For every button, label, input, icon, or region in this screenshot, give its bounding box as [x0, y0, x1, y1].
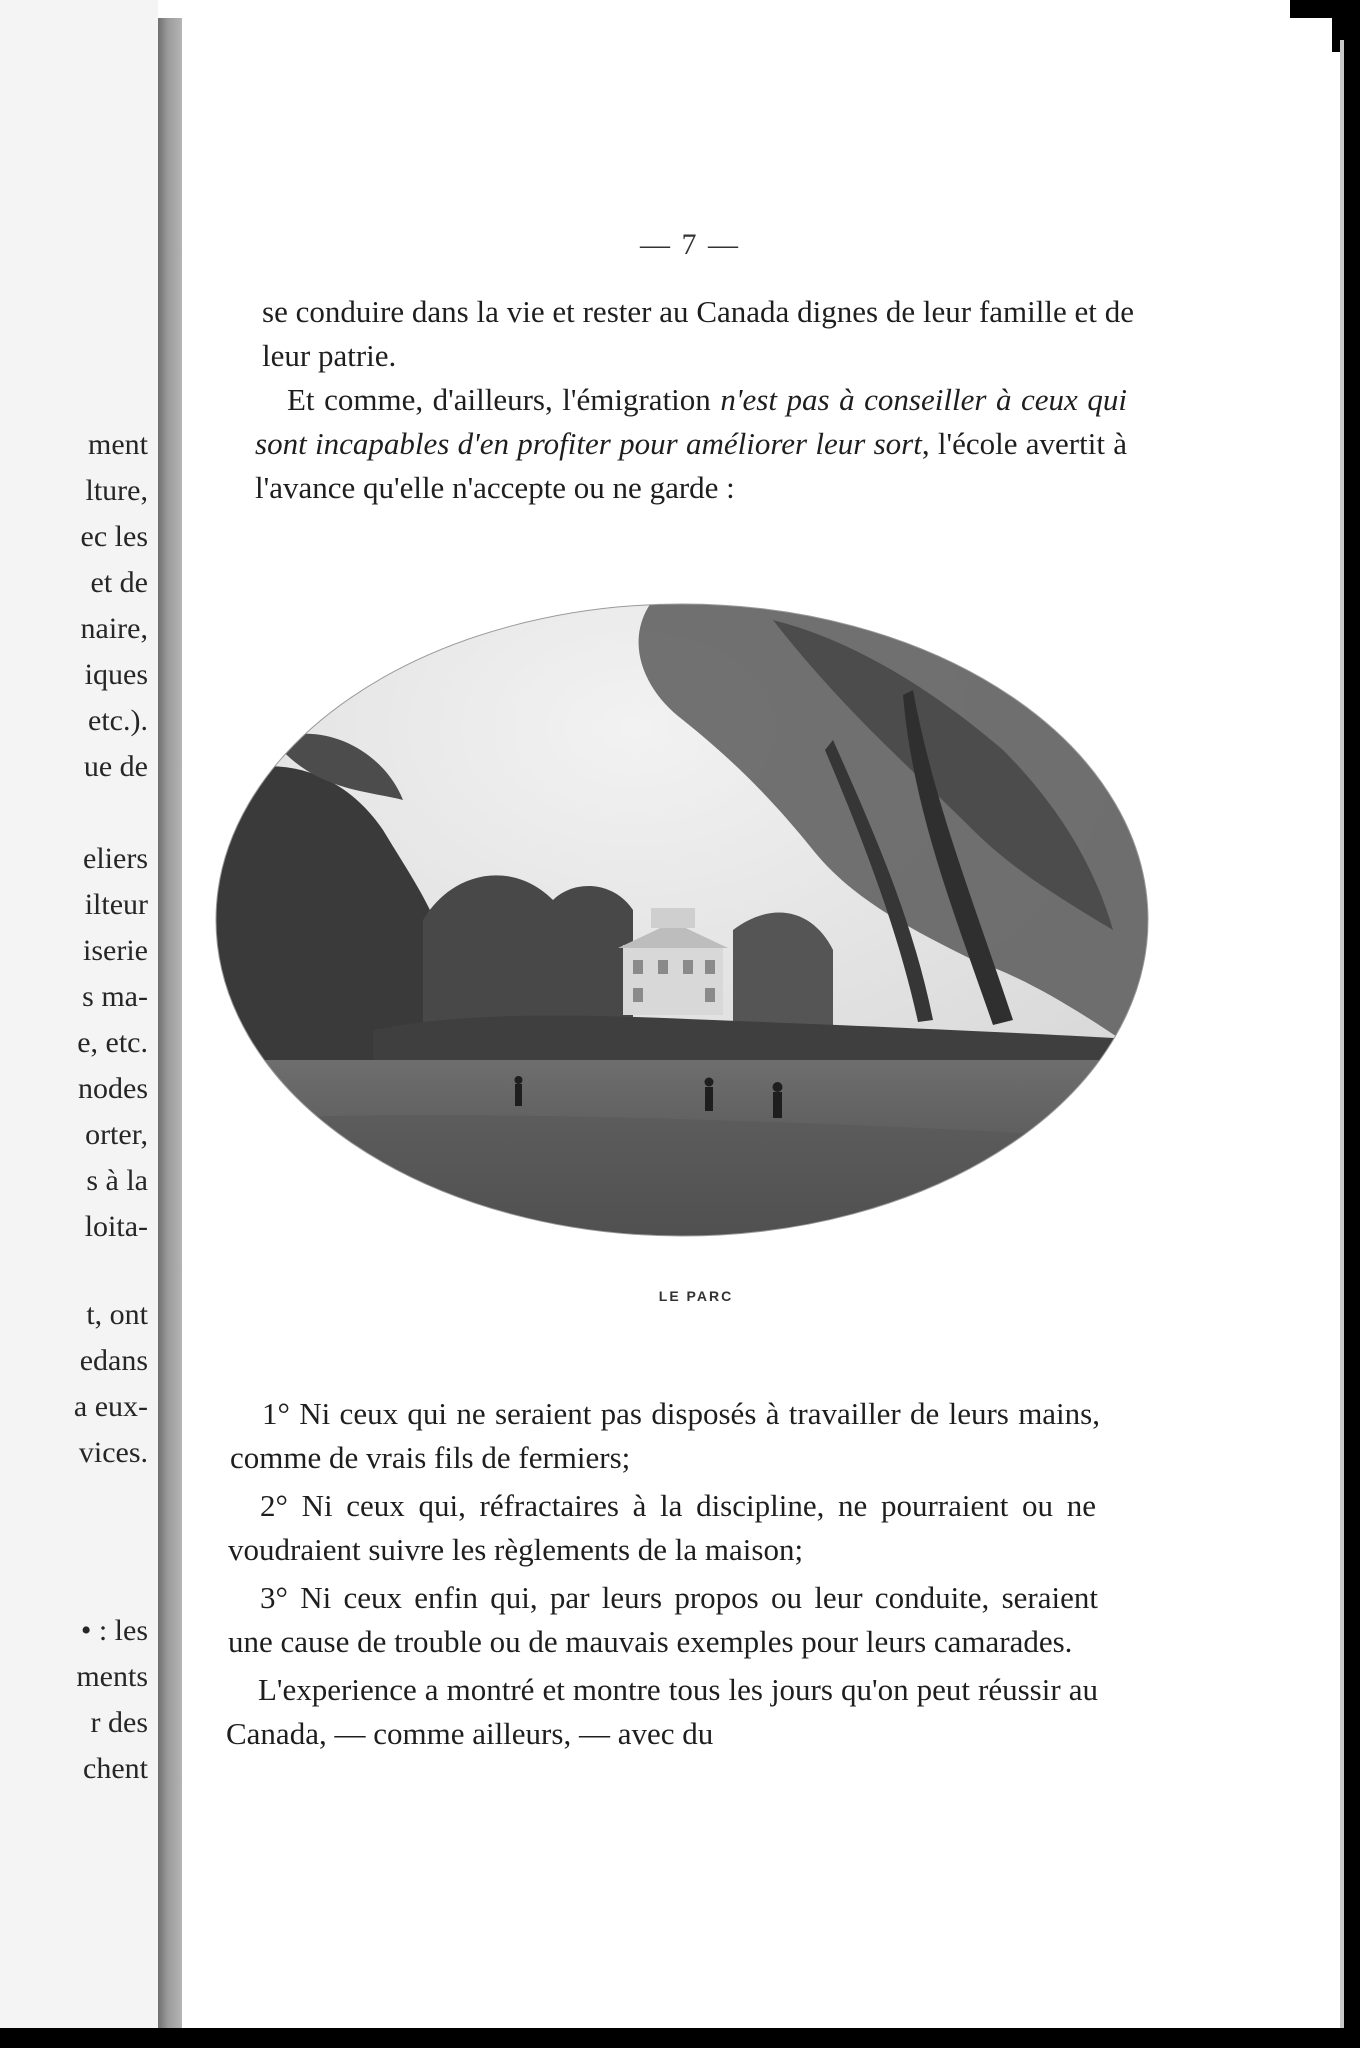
paragraph-emigration-end: , l'école avertit à l'avance qu'elle n'accepte ou ne garde : [255, 426, 1127, 505]
previous-page-text-fragment: a eux- [73, 1390, 148, 1423]
previous-page-text-fragment: s à la [86, 1164, 148, 1197]
previous-page-text-fragment: ment [88, 428, 148, 461]
previous-page-text-fragment: loita- [84, 1210, 148, 1243]
previous-page-text-fragment: et de [90, 566, 148, 599]
photo-caption: LE PARC [658, 1288, 734, 1304]
previous-page-text-fragment: edans [79, 1344, 148, 1377]
previous-page-text-fragment: lture, [85, 474, 148, 507]
book-gutter [158, 18, 182, 2028]
scan-border-bottom [0, 2028, 1360, 2048]
previous-page-text-fragment: eliers [83, 842, 148, 875]
paragraph-emigration-start: Et comme, d'ailleurs, l'émigration [287, 382, 721, 417]
list-item-2: 2° Ni ceux qui, réfractaires à la discipline, ne pourraient ou ne voudraient suivre les règlements de la maison; [228, 1488, 1096, 1567]
previous-page-text-fragment: etc.). [88, 704, 148, 737]
page-number: — 7 — [640, 228, 740, 261]
paragraph-experience: L'experience a montré et montre tous les jours qu'on peut réussir au Canada, — comme ailleurs, — avec du [226, 1672, 1098, 1751]
paragraph-emigration [255, 378, 1127, 510]
list-item-1: 1° Ni ceux qui ne seraient pas disposés à travailler de leurs mains, comme de vrais fils de fermiers; [230, 1396, 1100, 1475]
previous-page-text-fragment: • : les [80, 1614, 148, 1647]
previous-page-text-fragment: orter, [85, 1118, 148, 1151]
previous-page-text-fragment: iques [84, 658, 148, 691]
park-photograph [213, 600, 1151, 1240]
paragraph-emigration-italic: n'est pas à conseiller à ceux qui sont incapables d'en profiter pour améliorer leur sort [255, 382, 1127, 461]
previous-page-text-fragment: r des [90, 1706, 148, 1739]
previous-page-text-fragment: ec les [80, 520, 148, 553]
scan-border-right [1344, 0, 1360, 2048]
previous-page-text-fragment: ilteur [84, 888, 148, 921]
previous-page-text-fragment: t, ont [86, 1298, 148, 1331]
previous-page-text-fragment: nodes [78, 1072, 148, 1105]
paragraph-continuation: se conduire dans la vie et rester au Canada dignes de leur famille et de leur patrie. [262, 294, 1134, 373]
previous-page-text-fragment: ments [76, 1660, 148, 1693]
previous-page-edge [0, 0, 158, 2028]
previous-page-text-fragment: ue de [83, 750, 148, 783]
previous-page-text-fragment: chent [83, 1752, 148, 1785]
previous-page-text-fragment: iserie [83, 934, 148, 967]
previous-page-text-fragment: e, etc. [77, 1026, 148, 1059]
scan-border-shadow [1340, 40, 1344, 2030]
previous-page-text-fragment: naire, [80, 612, 148, 645]
previous-page-text-fragment: vices. [78, 1436, 148, 1469]
previous-page-text-fragment: s ma- [82, 980, 148, 1013]
list-item-3: 3° Ni ceux enfin qui, par leurs propos ou leur conduite, seraient une cause de trouble ou de mauvais exemples pour leurs camarades. [228, 1580, 1098, 1659]
